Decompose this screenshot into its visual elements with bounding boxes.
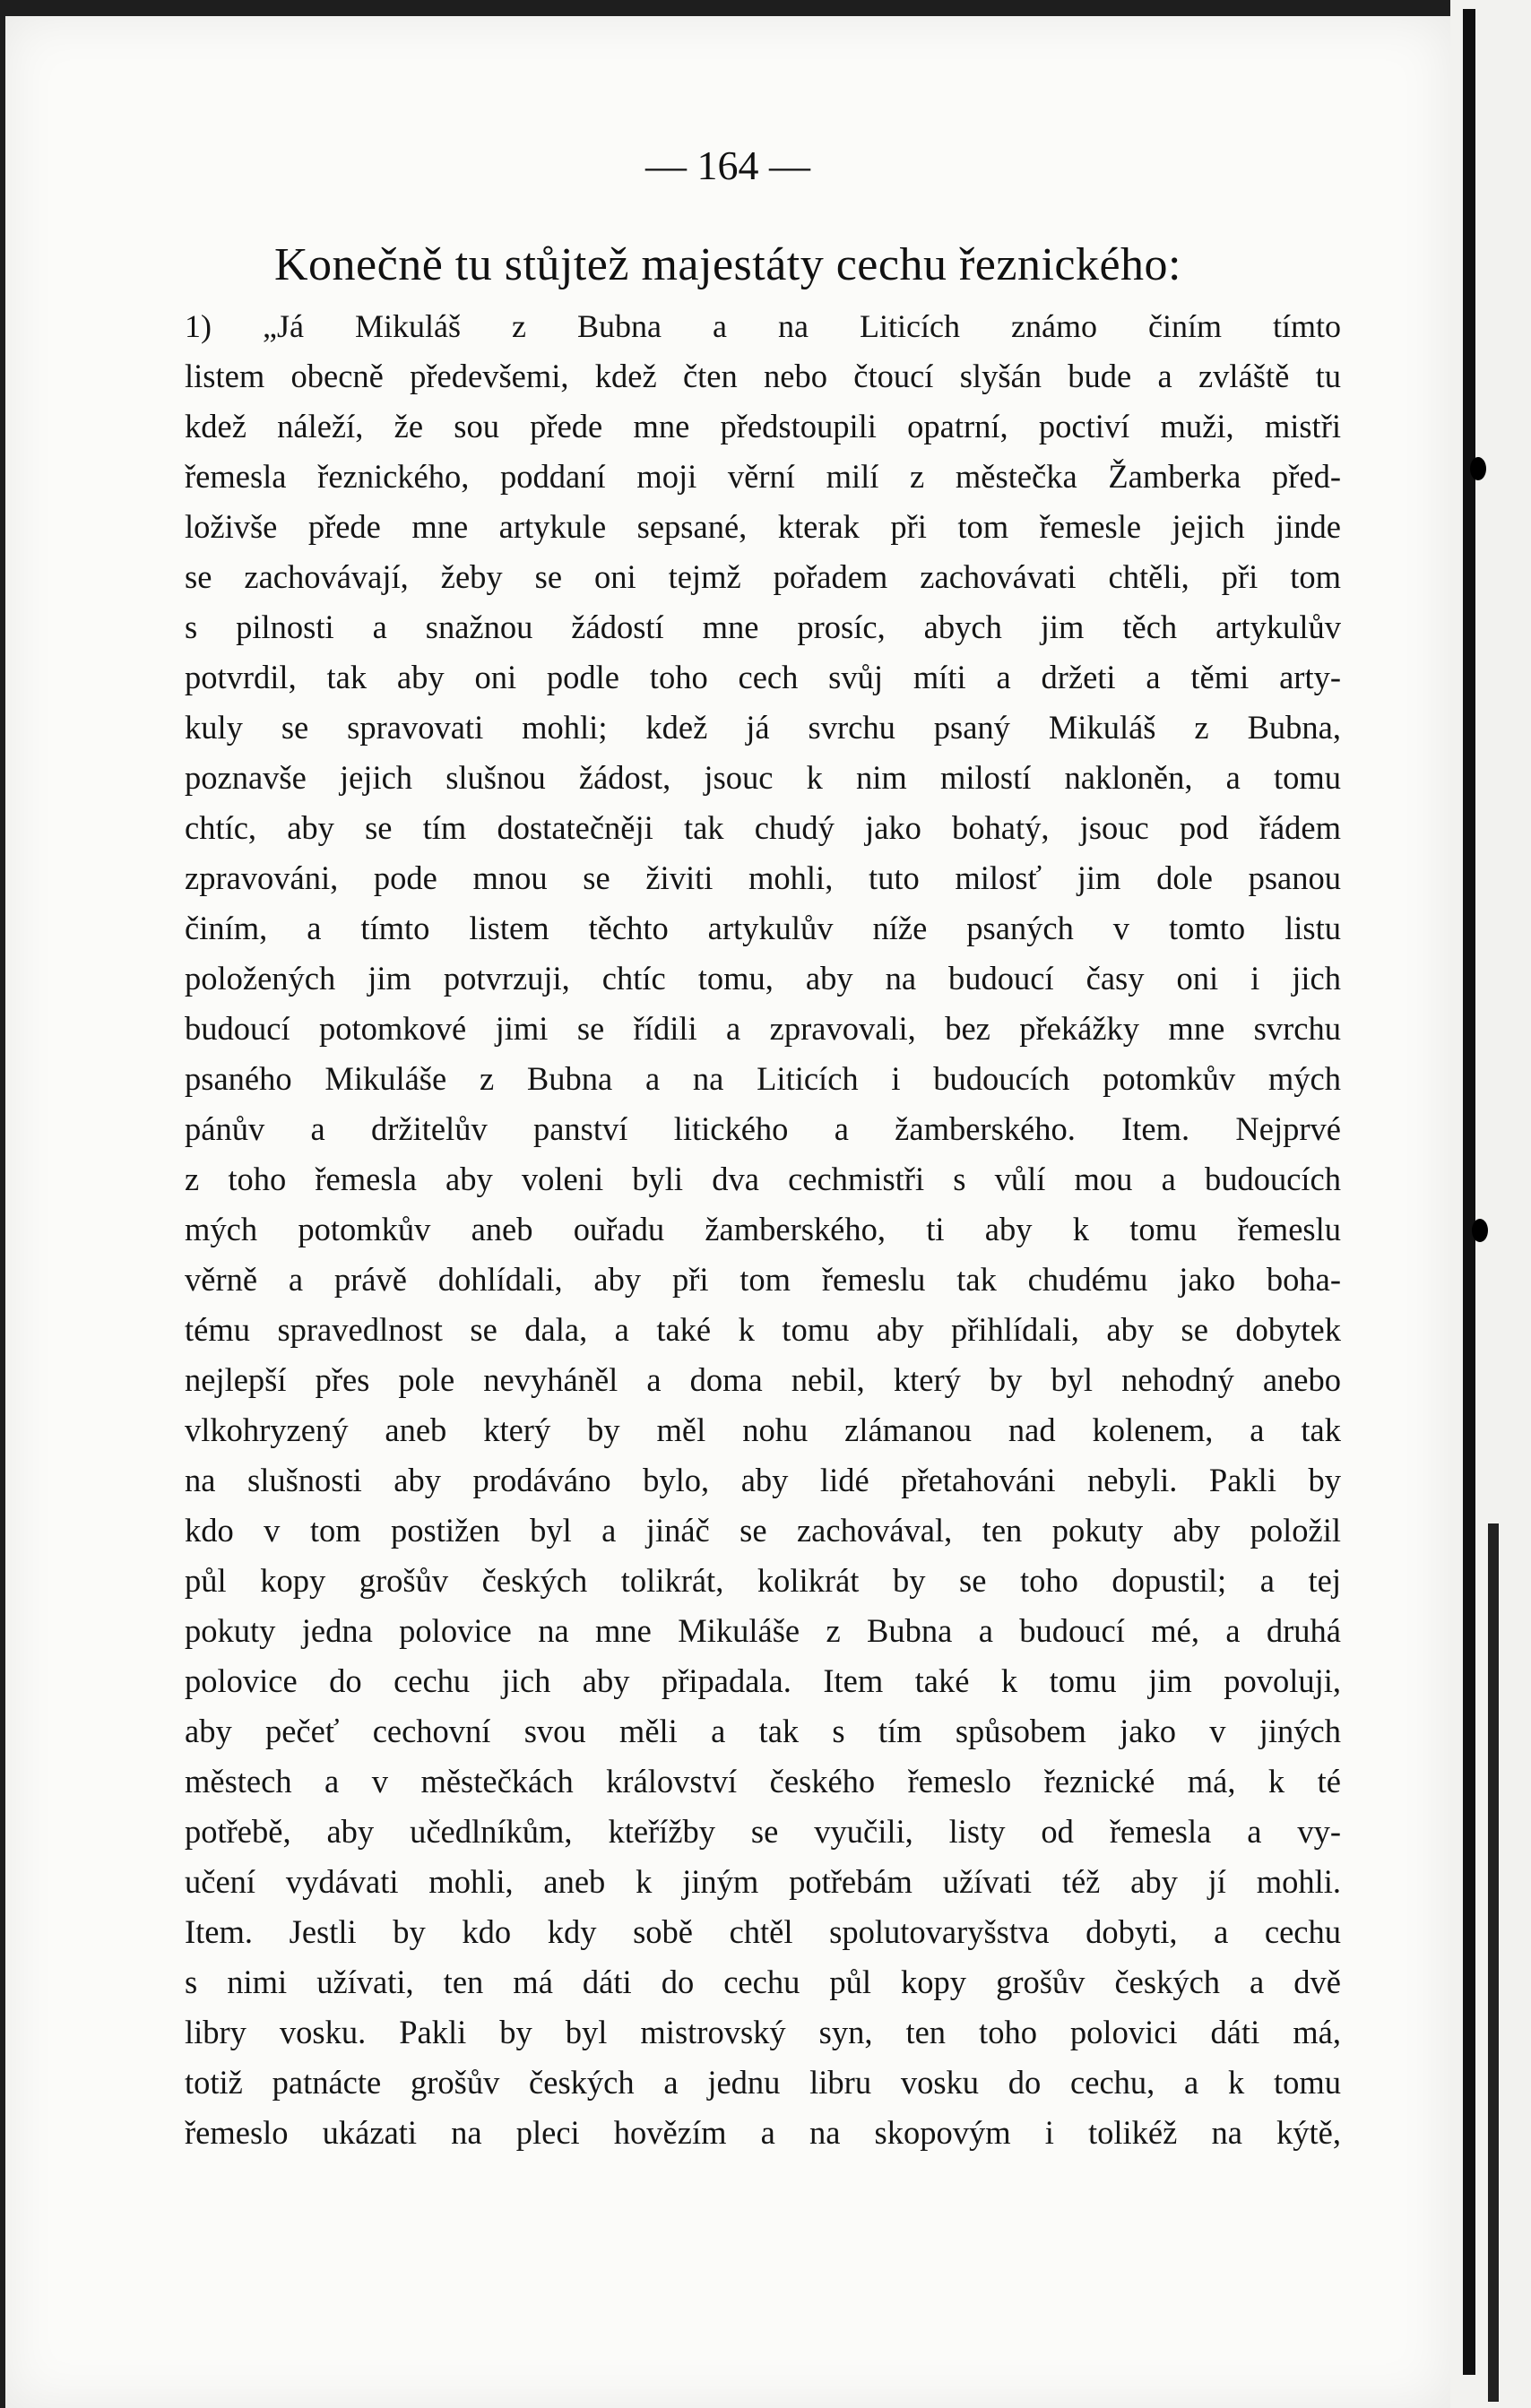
text-line: s pilnosti a snažnou žádostí mne prosíc, abych jim těch artykulův	[185, 608, 1341, 645]
text-line: vlkohryzený aneb který by měl nohu zlámanou nad kolenem, a tak	[185, 1411, 1341, 1448]
text-line: pokuty jedna polovice na mne Mikuláše z Bubna a budoucí mé, a druhá	[185, 1612, 1341, 1649]
text-line: kdež náleží, že sou přede mne předstoupili opatrní, poctiví muži, mistři	[185, 408, 1341, 444]
text-line: tému spravedlnost se dala, a také k tomu aby přihlídali, aby se dobytek	[185, 1311, 1341, 1348]
text-line: s nimi užívati, ten má dáti do cechu půl kopy grošův českých a dvě	[185, 1964, 1341, 2000]
text-line: na slušnosti aby prodáváno bylo, aby lidé přetahováni nebyli. Pakli by	[185, 1462, 1341, 1498]
text-line: se zachovávají, žeby se oni tejmž pořadem zachovávati chtěli, při tom	[185, 558, 1341, 595]
text-line: budoucí potomkové jimi se řídili a zpravovali, bez překážky mne svrchu	[185, 1010, 1341, 1047]
page-number: — 164 —	[645, 142, 810, 188]
text-line: totiž patnácte grošův českých a jednu libru vosku do cechu, a k tomu	[185, 2064, 1341, 2101]
text-line: chtíc, aby se tím dostatečněji tak chudý jako bohatý, jsouc pod řádem	[185, 809, 1341, 846]
text-line: listem obecně předevšemi, kdež čten nebo čtoucí slyšán bude a zvláště tu	[185, 358, 1341, 394]
text-line: učení vydávati mohli, aneb k jiným potřebám užívati též aby jí mohli.	[185, 1863, 1341, 1900]
text-line: loživše přede mne artykule sepsané, kterak při tom řemesle jejich jinde	[185, 508, 1341, 545]
binding-shadow	[1463, 9, 1475, 2375]
section-heading: Konečně tu stůjtež majestáty cechu řeznického:	[273, 239, 1181, 290]
text-line: z toho řemesla aby voleni byli dva cechmistři s vůlí mou a budoucích	[185, 1161, 1341, 1197]
text-line: nejlepší přes pole nevyháněl a doma nebil, který by byl nehodný anebo	[185, 1361, 1341, 1398]
text-line: položených jim potvrzuji, chtíc tomu, aby na budoucí časy oni i jich	[185, 960, 1341, 997]
book-page	[5, 16, 1450, 2408]
text-line: 1) „Já Mikuláš z Bubna a na Liticích známo činím tímto	[185, 308, 1341, 344]
text-line: kdo v tom postižen byl a jináč se zachovával, ten pokuty aby položil	[185, 1512, 1341, 1549]
text-line: libry vosku. Pakli by byl mistrovský syn, ten toho polovici dáti má,	[185, 2014, 1341, 2050]
edge-mark	[1470, 457, 1486, 480]
text-line: zpravováni, pode mnou se živiti mohli, tuto milosť jim dole psanou	[185, 859, 1341, 896]
text-line: řemeslo ukázati na pleci hovězím a na skopovým i tolikéž na kýtě,	[185, 2114, 1341, 2151]
text-line: polovice do cechu jich aby připadala. Item také k tomu jim povoluji,	[185, 1662, 1341, 1699]
text-line: pánův a držitelův panství litického a žamberského. Item. Nejprvé	[185, 1110, 1341, 1147]
text-line: mých potomkův aneb ouřadu žamberského, ti aby k tomu řemeslu	[185, 1211, 1341, 1247]
edge-mark	[1472, 1219, 1488, 1242]
text-line: potvrdil, tak aby oni podle toho cech svůj míti a držeti a těmi arty-	[185, 659, 1341, 695]
text-line: poznavše jejich slušnou žádost, jsouc k nim milostí nakloněn, a tomu	[185, 759, 1341, 796]
text-line: kuly se spravovati mohli; kdež já svrchu psaný Mikuláš z Bubna,	[185, 709, 1341, 746]
text-line: půl kopy grošův českých tolikrát, kolikrát by se toho dopustil; a tej	[185, 1562, 1341, 1599]
text-line: aby pečeť cechovní svou měli a tak s tím spůsobem jako v jiných	[185, 1713, 1341, 1749]
text-line: věrně a právě dohlídali, aby při tom řemeslu tak chudému jako boha-	[185, 1261, 1341, 1298]
text-line: psaného Mikuláše z Bubna a na Liticích i budoucích potomkův mých	[185, 1060, 1341, 1097]
text-line: řemesla řeznického, poddaní moji věrní milí z městečka Žamberka před-	[185, 458, 1341, 495]
binding-shadow-lower	[1488, 1523, 1499, 2402]
text-line: činím, a tímto listem těchto artykulův níže psaných v tomto listu	[185, 910, 1341, 946]
body-text	[185, 301, 1341, 2158]
text-line: potřebě, aby učedlníkům, kteřížby se vyučili, listy od řemesla a vy-	[185, 1813, 1341, 1850]
text-line: městech a v městečkách království českého řemeslo řeznické má, k té	[185, 1763, 1341, 1800]
text-line: Item. Jestli by kdo kdy sobě chtěl spolutovaryšstva dobyti, a cechu	[185, 1913, 1341, 1950]
